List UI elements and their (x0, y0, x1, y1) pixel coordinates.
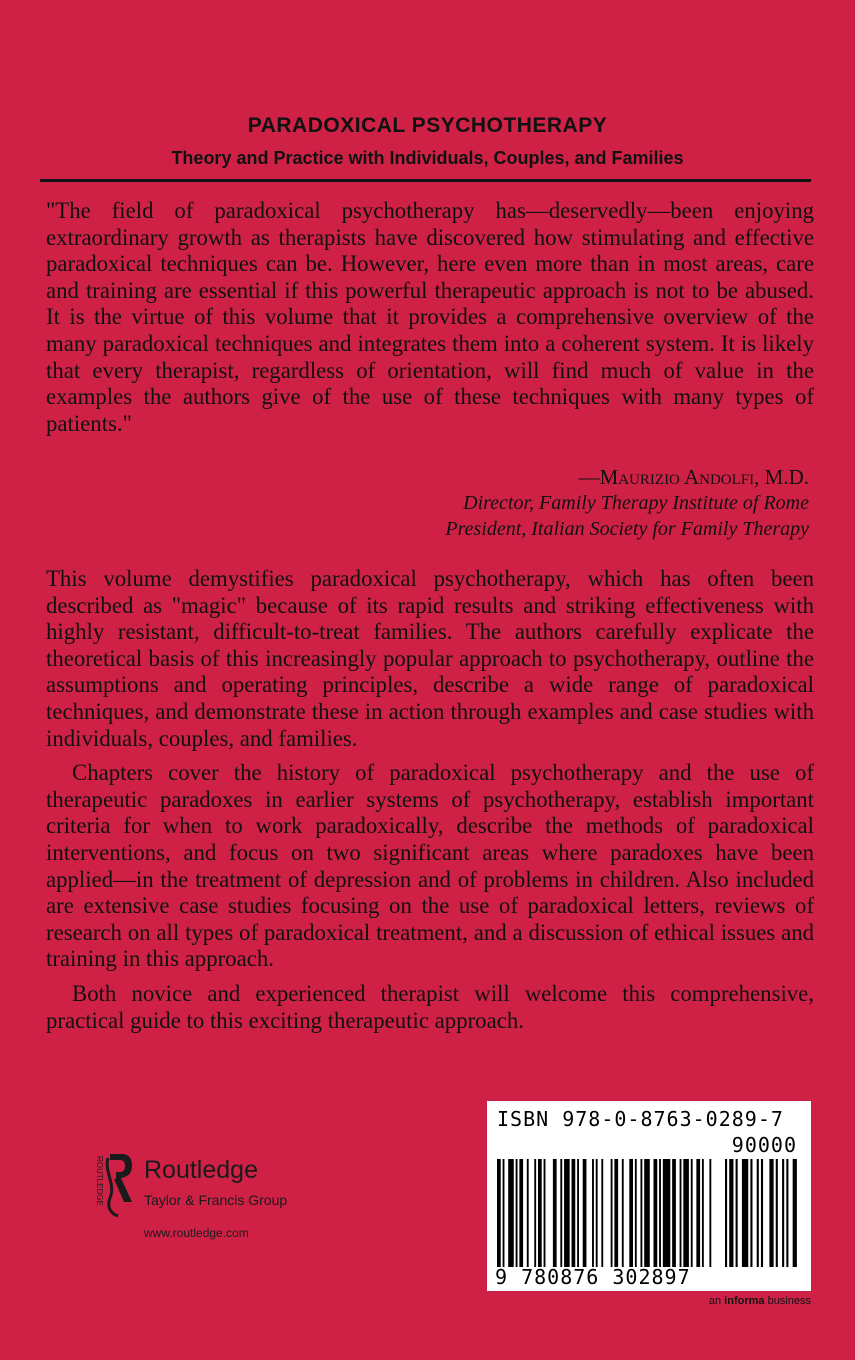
barcode-addon-bar (769, 1159, 773, 1267)
barcode-bar (553, 1159, 557, 1267)
barcode-bar (592, 1159, 594, 1267)
barcode-bar (611, 1159, 613, 1267)
description-paragraph-2: Chapters cover the history of paradoxical psychotherapy and the use of therapeutic paradoxes in earlier systems of psychotherapy, establish important criteria for when to work paradoxically, describe the methods of paradoxical interventions, and focus on two significant areas where paradoxes have been applied—in the treatment of depression and of problems in children. Also included are extensive case studies focusing on the use of paradoxical letters, reviews of research on all types of paradoxical treatment, and a discussion of ethical issues and training in this approach. (46, 760, 814, 972)
ean-digits: 9 780876 302897 (495, 1265, 691, 1289)
barcode-bar (601, 1159, 603, 1267)
barcode-bars (497, 1159, 801, 1267)
barcode-addon-bar (729, 1159, 733, 1267)
barcode-addon-bar (761, 1159, 763, 1267)
attribution-suffix: , M.D. (754, 465, 809, 489)
barcode-addon-bar (742, 1159, 748, 1267)
barcode-bar (564, 1159, 570, 1267)
barcode-bar (527, 1159, 529, 1267)
barcode-bar (709, 1159, 711, 1267)
barcode-bar (644, 1159, 650, 1267)
barcode-bar (508, 1159, 514, 1267)
barcode-addon-bar (782, 1159, 784, 1267)
attribution-role-1: Director, Family Therapy Institute of Rome (463, 492, 809, 514)
barcode-bar (640, 1159, 642, 1267)
attribution-name: Maurizio Andolfi (599, 465, 755, 489)
barcode-bar (659, 1159, 661, 1267)
barcode-bar (583, 1159, 587, 1267)
publisher-url: www.routledge.com (144, 1226, 249, 1240)
barcode-addon-bar (793, 1159, 797, 1267)
barcode-bar (596, 1159, 598, 1267)
attribution-name-line (445, 464, 809, 490)
barcode-bar (560, 1159, 562, 1267)
isbn-label: ISBN 978-0-8763-0289-7 (497, 1107, 784, 1131)
barcode-bar (683, 1159, 689, 1267)
publisher-logo (88, 1150, 328, 1250)
endorsement-quote: "The field of paradoxical psychotherapy has—deservedly—been enjoying extraordinary growth as therapists have discovered how stimulating and effective paradoxical techniques can be. However, here even more than in most areas, care and training are essential if this powerful therapeutic approach is not to be abused. It is the virtue of this volume that it provides a comprehensive overview of the many paradoxical techniques and integrates them into a coherent system. It is likely that every therapist, regardless of orientation, will find much of value in the examples the authors give of the use of these techniques with many types of patients." (46, 198, 814, 436)
barcode-bar (654, 1159, 658, 1267)
attribution-dash: — (578, 465, 600, 489)
barcode-bar (534, 1159, 536, 1267)
barcode-panel (487, 1101, 811, 1291)
price-code: 90000 (731, 1133, 797, 1157)
informa-brand: informa (724, 1295, 765, 1307)
barcode-bar (577, 1159, 579, 1267)
description-paragraph-1: This volume demystifies paradoxical psychotherapy, which has often been described as "magic" because of its rapid results and striking effectiveness with highly resistant, difficult-to-treat families. The authors carefully explicate the theoretical basis of this increasingly popular approach to psychotherapy, outline the assumptions and operating principles, describe a wide range of paradoxical techniques, and demonstrate these in action through examples and case studies with individuals, couples, and families. (46, 566, 814, 751)
book-subtitle: Theory and Practice with Individuals, Couples, and Families (171, 148, 684, 168)
barcode-addon-bar (736, 1159, 738, 1267)
endorsement-attribution (445, 464, 809, 542)
book-description (46, 566, 814, 1042)
publisher-name: Routledge (144, 1156, 258, 1184)
barcode-bar (614, 1159, 618, 1267)
barcode-bar (516, 1159, 518, 1267)
barcode-addon-bar (750, 1159, 752, 1267)
barcode-addon-bar (725, 1159, 727, 1267)
informa-prefix: an (708, 1295, 725, 1307)
description-paragraph-3: Both novice and experienced therapist will welcome this comprehensive, practical guide to this exciting therapeutic approach. (46, 980, 814, 1033)
book-title: PARADOXICAL PSYCHOTHERAPY (247, 114, 608, 137)
barcode-bar (672, 1159, 676, 1267)
barcode-bar (622, 1159, 624, 1267)
barcode-addon-bar (776, 1159, 778, 1267)
barcode-addon-bar (786, 1159, 788, 1267)
informa-suffix: business (764, 1295, 811, 1307)
informa-tagline (709, 1295, 811, 1307)
barcode-bar (629, 1159, 633, 1267)
logo-spine-text: ROUTLEDGE (95, 1156, 104, 1206)
barcode-bar (691, 1159, 693, 1267)
barcode-bar (696, 1159, 700, 1267)
attribution-role-2: President, Italian Society for Family Therapy (445, 518, 809, 540)
barcode-bar (572, 1159, 576, 1267)
title-rule (40, 179, 811, 182)
barcode-bar (538, 1159, 542, 1267)
barcode-bar (680, 1159, 682, 1267)
barcode-bar (503, 1159, 505, 1267)
publisher-group: Taylor & Francis Group (144, 1192, 288, 1208)
routledge-logo-icon (88, 1150, 134, 1220)
barcode-addon-bar (757, 1159, 759, 1267)
barcode-bar (519, 1159, 523, 1267)
barcode-bar (544, 1159, 546, 1267)
barcode-bar (635, 1159, 637, 1267)
barcode-bar (497, 1159, 501, 1267)
barcode-bar (663, 1159, 670, 1267)
barcode-bar (702, 1159, 704, 1267)
